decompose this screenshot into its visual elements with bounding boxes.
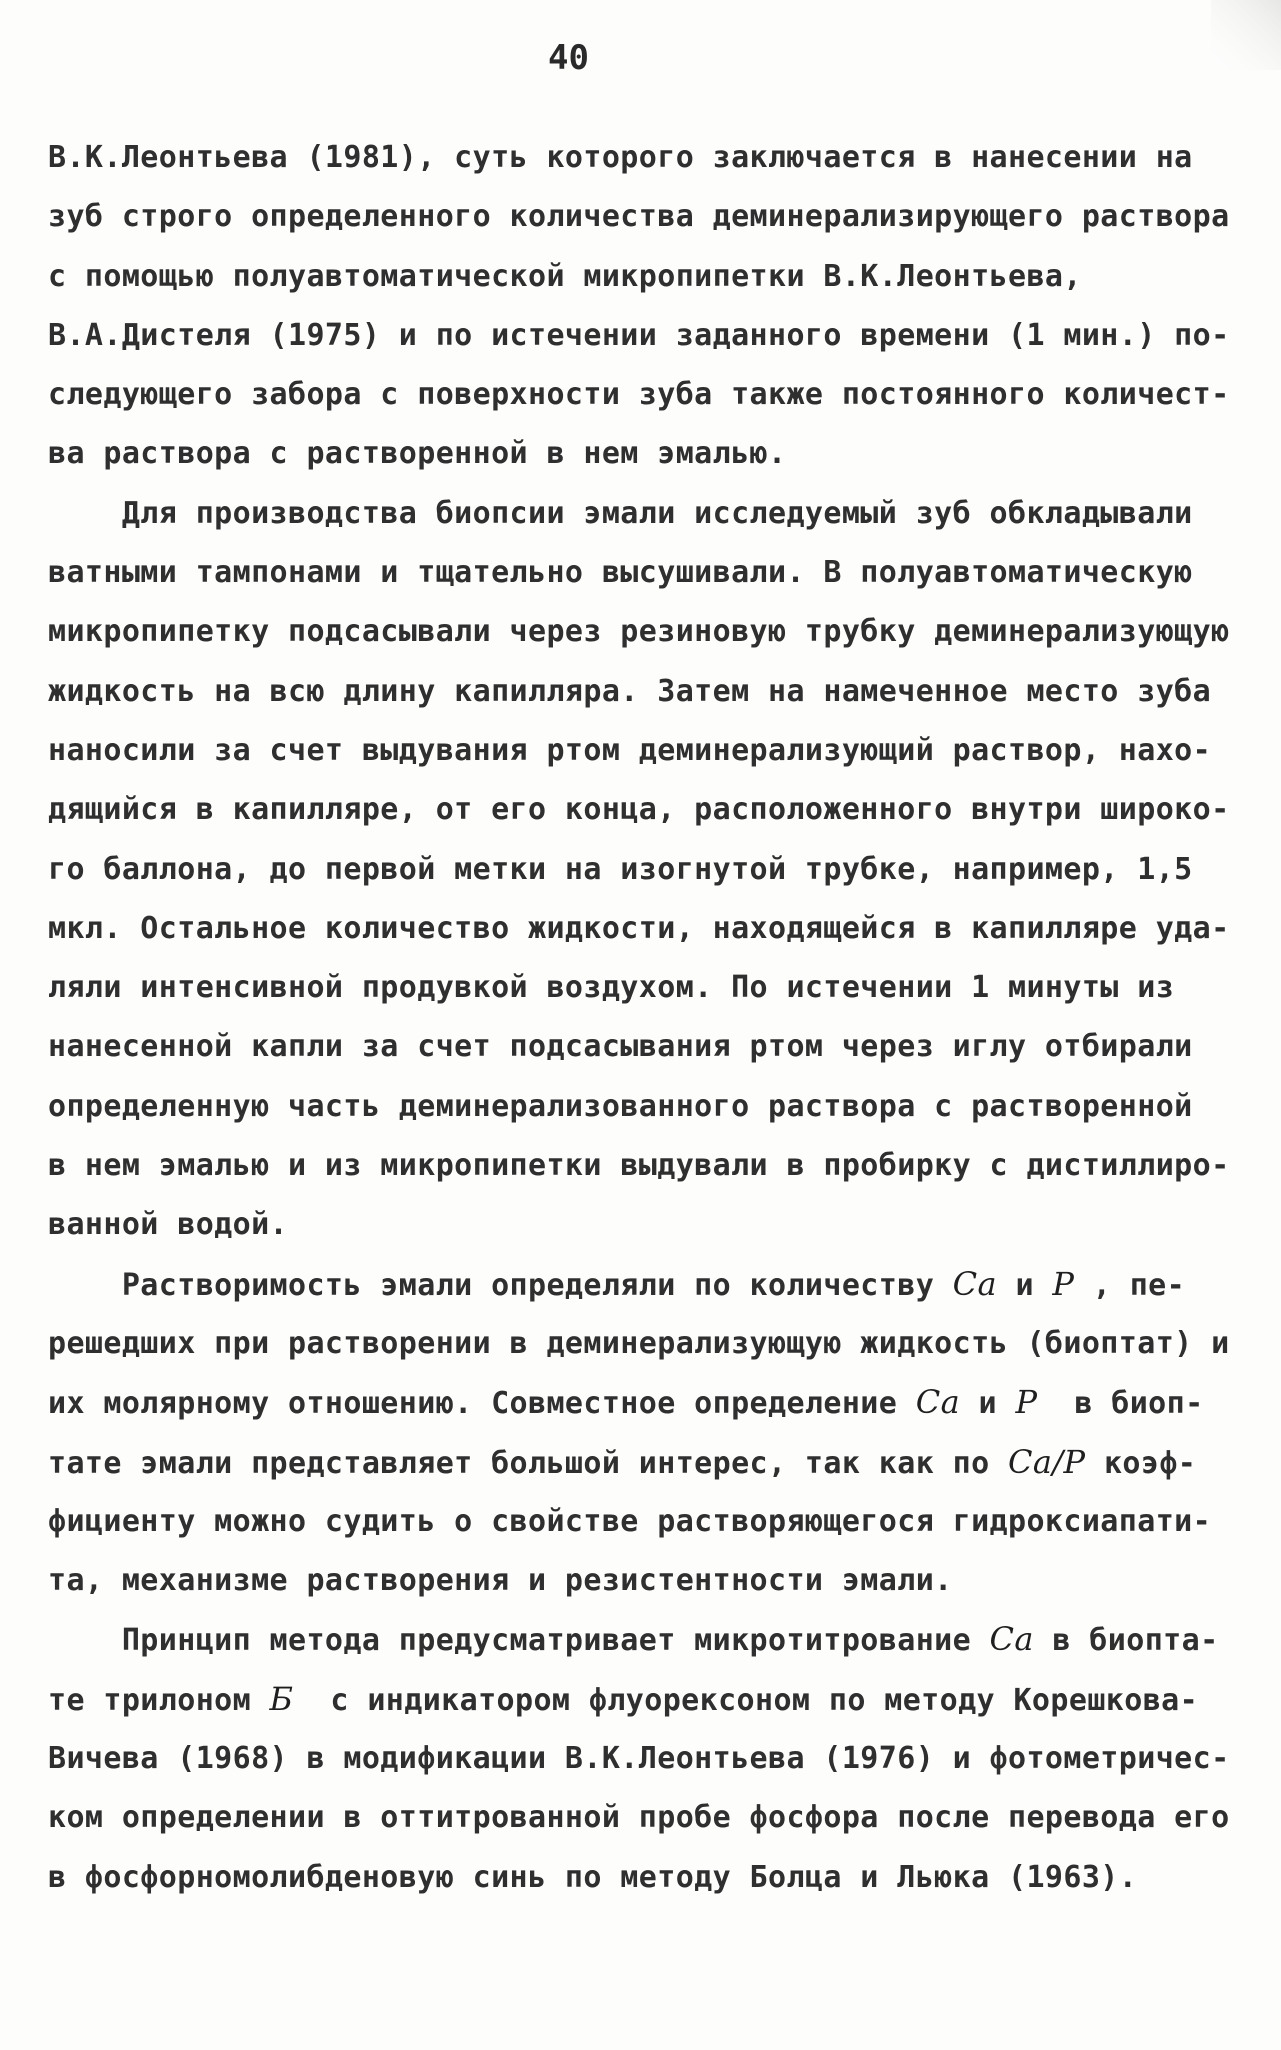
text-line: тате эмали представляет большой интерес, так как по Ca/P коэф- bbox=[48, 1442, 1197, 1481]
text-line: та, механизме растворения и резистентности эмали. bbox=[48, 1563, 953, 1599]
text-line: мкл. Остальное количество жидкости, находящейся в капилляре уда- bbox=[48, 910, 1230, 946]
document-body-text bbox=[48, 128, 1230, 1907]
text-line: те трилоном Б с индикатором флуорексоном по методу Корешкова- bbox=[48, 1679, 1199, 1718]
page-number: 40 bbox=[548, 38, 589, 78]
handwritten-symbol: Ca bbox=[915, 1383, 961, 1422]
text-line: решедших при растворении в деминерализующую жидкость (биоптат) и bbox=[48, 1325, 1230, 1361]
text-line: Растворимость эмали определяли по количеству Ca и P , пе- bbox=[48, 1264, 1186, 1303]
handwritten-symbol: P bbox=[1052, 1264, 1075, 1303]
text-line: микропипетку подсасывали через резиновую трубку деминерализующую bbox=[48, 614, 1230, 650]
text-line: Принцип метода предусматривает микротитрование Ca в биопта- bbox=[48, 1620, 1219, 1659]
handwritten-symbol: Б bbox=[269, 1679, 294, 1718]
text-line: в нем эмалью и из микропипетки выдували в пробирку с дистиллиро- bbox=[48, 1148, 1230, 1184]
text-line: их молярному отношению. Совместное определение Ca и P в биоп- bbox=[48, 1383, 1204, 1422]
handwritten-symbol: Ca bbox=[952, 1264, 997, 1303]
text-line: следующего забора с поверхности зуба также постоянного количест- bbox=[48, 377, 1230, 413]
handwritten-symbol: Ca bbox=[989, 1620, 1034, 1659]
text-line: В.К.Леонтьева (1981), суть которого заключается в нанесении на bbox=[48, 140, 1193, 175]
text-line: наносили за счет выдувания ртом деминерализующий раствор, нахо- bbox=[48, 732, 1212, 768]
text-line: ванной водой. bbox=[48, 1207, 288, 1243]
text-line: жидкость на всю длину капилляра. Затем на намеченное место зуба bbox=[48, 673, 1212, 709]
handwritten-symbol: P bbox=[1015, 1383, 1038, 1422]
text-line: нанесенной капли за счет подсасывания ртом через иглу отбирали bbox=[48, 1029, 1193, 1065]
page-corner-shading bbox=[1211, 0, 1281, 70]
text-line: дящийся в капилляре, от его конца, расположенного внутри широко- bbox=[48, 792, 1230, 828]
text-line: ляли интенсивной продувкой воздухом. По истечении 1 минуты из bbox=[48, 970, 1175, 1006]
handwritten-symbol: Ca/P bbox=[1008, 1442, 1086, 1481]
text-line: го баллона, до первой метки на изогнутой трубке, например, 1,5 bbox=[48, 851, 1193, 887]
text-line: Вичева (1968) в модификации В.К.Леонтьева (1976) и фотометричес- bbox=[48, 1741, 1230, 1777]
text-line: ва раствора с растворенной в нем эмалью. bbox=[48, 436, 787, 472]
text-line: зуб строго определенного количества деминерализирующего раствора bbox=[48, 199, 1230, 235]
text-line: с помощью полуавтоматической микропипетки В.К.Леонтьева, bbox=[48, 258, 1082, 294]
text-line: ком определении в оттитрованной пробе фосфора после перевода его bbox=[48, 1800, 1230, 1836]
text-line: в фосфорномолибденовую синь по методу Болца и Льюка (1963). bbox=[48, 1859, 1138, 1895]
text-line: В.А.Дистеля (1975) и по истечении заданного времени (1 мин.) по- bbox=[48, 317, 1230, 353]
text-line: фициенту можно судить о свойстве растворяющегося гидроксиапати- bbox=[48, 1503, 1212, 1539]
text-line: Для производства биопсии эмали исследуемый зуб обкладывали bbox=[48, 495, 1193, 531]
text-line: ватными тампонами и тщательно высушивали. В полуавтоматическую bbox=[48, 555, 1193, 591]
text-line: определенную часть деминерализованного раствора с растворенной bbox=[48, 1088, 1193, 1124]
